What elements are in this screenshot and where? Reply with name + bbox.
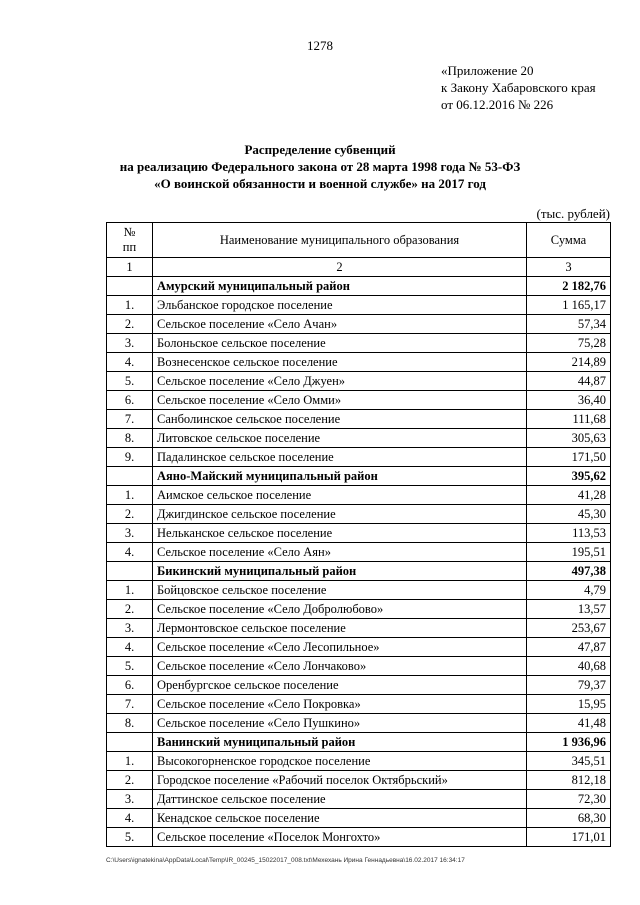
table-row: [107, 771, 611, 790]
table-row: [107, 695, 611, 714]
row-name: Санболинское сельское поселение: [153, 410, 527, 429]
row-number: 1.: [107, 486, 153, 505]
row-number: 3.: [107, 790, 153, 809]
row-sum: 345,51: [527, 752, 611, 771]
table-row: [107, 657, 611, 676]
row-name: Бикинский муниципальный район: [153, 562, 527, 581]
row-name: Высокогорненское городское поселение: [153, 752, 527, 771]
row-name: Сельское поселение «Село Лесопильное»: [153, 638, 527, 657]
row-sum: 47,87: [527, 638, 611, 657]
table-row: [107, 353, 611, 372]
row-number: [107, 277, 153, 296]
row-sum: 1 936,96: [527, 733, 611, 752]
table-header-row: [107, 223, 611, 258]
row-name: Сельское поселение «Село Добролюбово»: [153, 600, 527, 619]
row-number: 3.: [107, 524, 153, 543]
district-row: [107, 733, 611, 752]
row-number: 7.: [107, 695, 153, 714]
row-sum: 171,50: [527, 448, 611, 467]
header-number-line-2: пп: [122, 240, 137, 254]
row-name: Сельское поселение «Поселок Монгохто»: [153, 828, 527, 847]
row-sum: 75,28: [527, 334, 611, 353]
column-index-3: 3: [527, 258, 611, 277]
row-number: 1.: [107, 581, 153, 600]
table-row: [107, 714, 611, 733]
table-row: [107, 828, 611, 847]
appendix-line-3: от 06.12.2016 № 226: [441, 97, 554, 112]
row-number: 1.: [107, 752, 153, 771]
row-sum: 44,87: [527, 372, 611, 391]
row-sum: 15,95: [527, 695, 611, 714]
table-row: [107, 372, 611, 391]
row-name: Джигдинское сельское поселение: [153, 505, 527, 524]
row-name: Даттинское сельское поселение: [153, 790, 527, 809]
row-name: Вознесенское сельское поселение: [153, 353, 527, 372]
row-name: Сельское поселение «Село Ачан»: [153, 315, 527, 334]
column-index-1: 1: [107, 258, 153, 277]
document-title: [0, 141, 640, 192]
table-row: [107, 391, 611, 410]
row-name: Кенадское сельское поселение: [153, 809, 527, 828]
table-row: [107, 448, 611, 467]
appendix-reference: [441, 62, 596, 113]
row-name: Сельское поселение «Село Пушкино»: [153, 714, 527, 733]
row-sum: 214,89: [527, 353, 611, 372]
file-path-footer: C:\Users\ignatekina\AppData\Local\Temp\IR_00245_15022017_008.txt\Мехехань Ирина Геннадьевна\16.02.2017 16:34:17: [106, 857, 465, 864]
title-line-1: Распределение субвенций: [244, 142, 396, 157]
row-sum: 68,30: [527, 809, 611, 828]
row-number: 7.: [107, 410, 153, 429]
table-row: [107, 486, 611, 505]
units-label: (тыс. рублей): [536, 206, 610, 221]
table-row: [107, 543, 611, 562]
row-sum: 171,01: [527, 828, 611, 847]
row-sum: 305,63: [527, 429, 611, 448]
row-number: 8.: [107, 714, 153, 733]
district-row: [107, 277, 611, 296]
row-sum: 79,37: [527, 676, 611, 695]
subsidy-table: [106, 222, 611, 847]
row-number: [107, 562, 153, 581]
district-row: [107, 562, 611, 581]
row-name: Городское поселение «Рабочий поселок Октябрьский»: [153, 771, 527, 790]
row-number: 2.: [107, 600, 153, 619]
row-number: 5.: [107, 372, 153, 391]
row-name: Сельское поселение «Село Джуен»: [153, 372, 527, 391]
row-name: Ванинский муниципальный район: [153, 733, 527, 752]
row-sum: 40,68: [527, 657, 611, 676]
table-row: [107, 638, 611, 657]
table-row: [107, 809, 611, 828]
row-name: Аимское сельское поселение: [153, 486, 527, 505]
appendix-line-1: «Приложение 20: [441, 63, 534, 78]
row-number: 6.: [107, 676, 153, 695]
row-name: Литовское сельское поселение: [153, 429, 527, 448]
row-number: 2.: [107, 771, 153, 790]
row-sum: 111,68: [527, 410, 611, 429]
header-name: Наименование муниципального образования: [153, 223, 527, 258]
row-sum: 395,62: [527, 467, 611, 486]
row-number: 8.: [107, 429, 153, 448]
table-row: [107, 410, 611, 429]
table-row: [107, 505, 611, 524]
row-name: Болоньское сельское поселение: [153, 334, 527, 353]
header-number: [107, 223, 153, 258]
row-name: Амурский муниципальный район: [153, 277, 527, 296]
row-sum: 72,30: [527, 790, 611, 809]
row-number: 2.: [107, 505, 153, 524]
title-line-2: на реализацию Федерального закона от 28 марта 1998 года № 53-ФЗ: [119, 159, 521, 174]
table-row: [107, 429, 611, 448]
row-sum: 4,79: [527, 581, 611, 600]
district-row: [107, 467, 611, 486]
row-number: [107, 733, 153, 752]
row-number: 5.: [107, 828, 153, 847]
row-sum: 113,53: [527, 524, 611, 543]
row-name: Сельское поселение «Село Омми»: [153, 391, 527, 410]
row-name: Лермонтовское сельское поселение: [153, 619, 527, 638]
row-name: Нельканское сельское поселение: [153, 524, 527, 543]
table-row: [107, 600, 611, 619]
row-number: 5.: [107, 657, 153, 676]
header-number-line-1: №: [123, 225, 136, 239]
row-sum: 57,34: [527, 315, 611, 334]
row-number: 6.: [107, 391, 153, 410]
row-sum: 36,40: [527, 391, 611, 410]
row-sum: 1 165,17: [527, 296, 611, 315]
row-name: Падалинское сельское поселение: [153, 448, 527, 467]
column-index-2: 2: [153, 258, 527, 277]
page-number: 1278: [307, 38, 333, 53]
table-row: [107, 581, 611, 600]
row-number: 4.: [107, 638, 153, 657]
row-number: 3.: [107, 619, 153, 638]
row-name: Сельское поселение «Село Лончаково»: [153, 657, 527, 676]
row-name: Аяно-Майский муниципальный район: [153, 467, 527, 486]
row-number: 4.: [107, 809, 153, 828]
column-index-row: [107, 258, 611, 277]
row-number: 1.: [107, 296, 153, 315]
row-number: 3.: [107, 334, 153, 353]
row-name: Бойцовское сельское поселение: [153, 581, 527, 600]
row-name: Сельское поселение «Село Аян»: [153, 543, 527, 562]
row-sum: 41,28: [527, 486, 611, 505]
row-sum: 195,51: [527, 543, 611, 562]
row-sum: 41,48: [527, 714, 611, 733]
row-name: Эльбанское городское поселение: [153, 296, 527, 315]
row-name: Оренбургское сельское поселение: [153, 676, 527, 695]
appendix-line-2: к Закону Хабаровского края: [441, 80, 596, 95]
title-line-3: «О воинской обязанности и военной службе» на 2017 год: [154, 176, 486, 191]
row-sum: 13,57: [527, 600, 611, 619]
table-body: [107, 277, 611, 847]
row-number: 9.: [107, 448, 153, 467]
table-row: [107, 524, 611, 543]
table-row: [107, 619, 611, 638]
table-row: [107, 752, 611, 771]
table-row: [107, 334, 611, 353]
row-sum: 497,38: [527, 562, 611, 581]
row-sum: 812,18: [527, 771, 611, 790]
row-number: 4.: [107, 353, 153, 372]
header-sum: Сумма: [527, 223, 611, 258]
row-number: 2.: [107, 315, 153, 334]
row-name: Сельское поселение «Село Покровка»: [153, 695, 527, 714]
table-row: [107, 790, 611, 809]
row-sum: 2 182,76: [527, 277, 611, 296]
table-row: [107, 315, 611, 334]
row-number: 4.: [107, 543, 153, 562]
row-number: [107, 467, 153, 486]
row-sum: 45,30: [527, 505, 611, 524]
row-sum: 253,67: [527, 619, 611, 638]
table-row: [107, 296, 611, 315]
table-row: [107, 676, 611, 695]
